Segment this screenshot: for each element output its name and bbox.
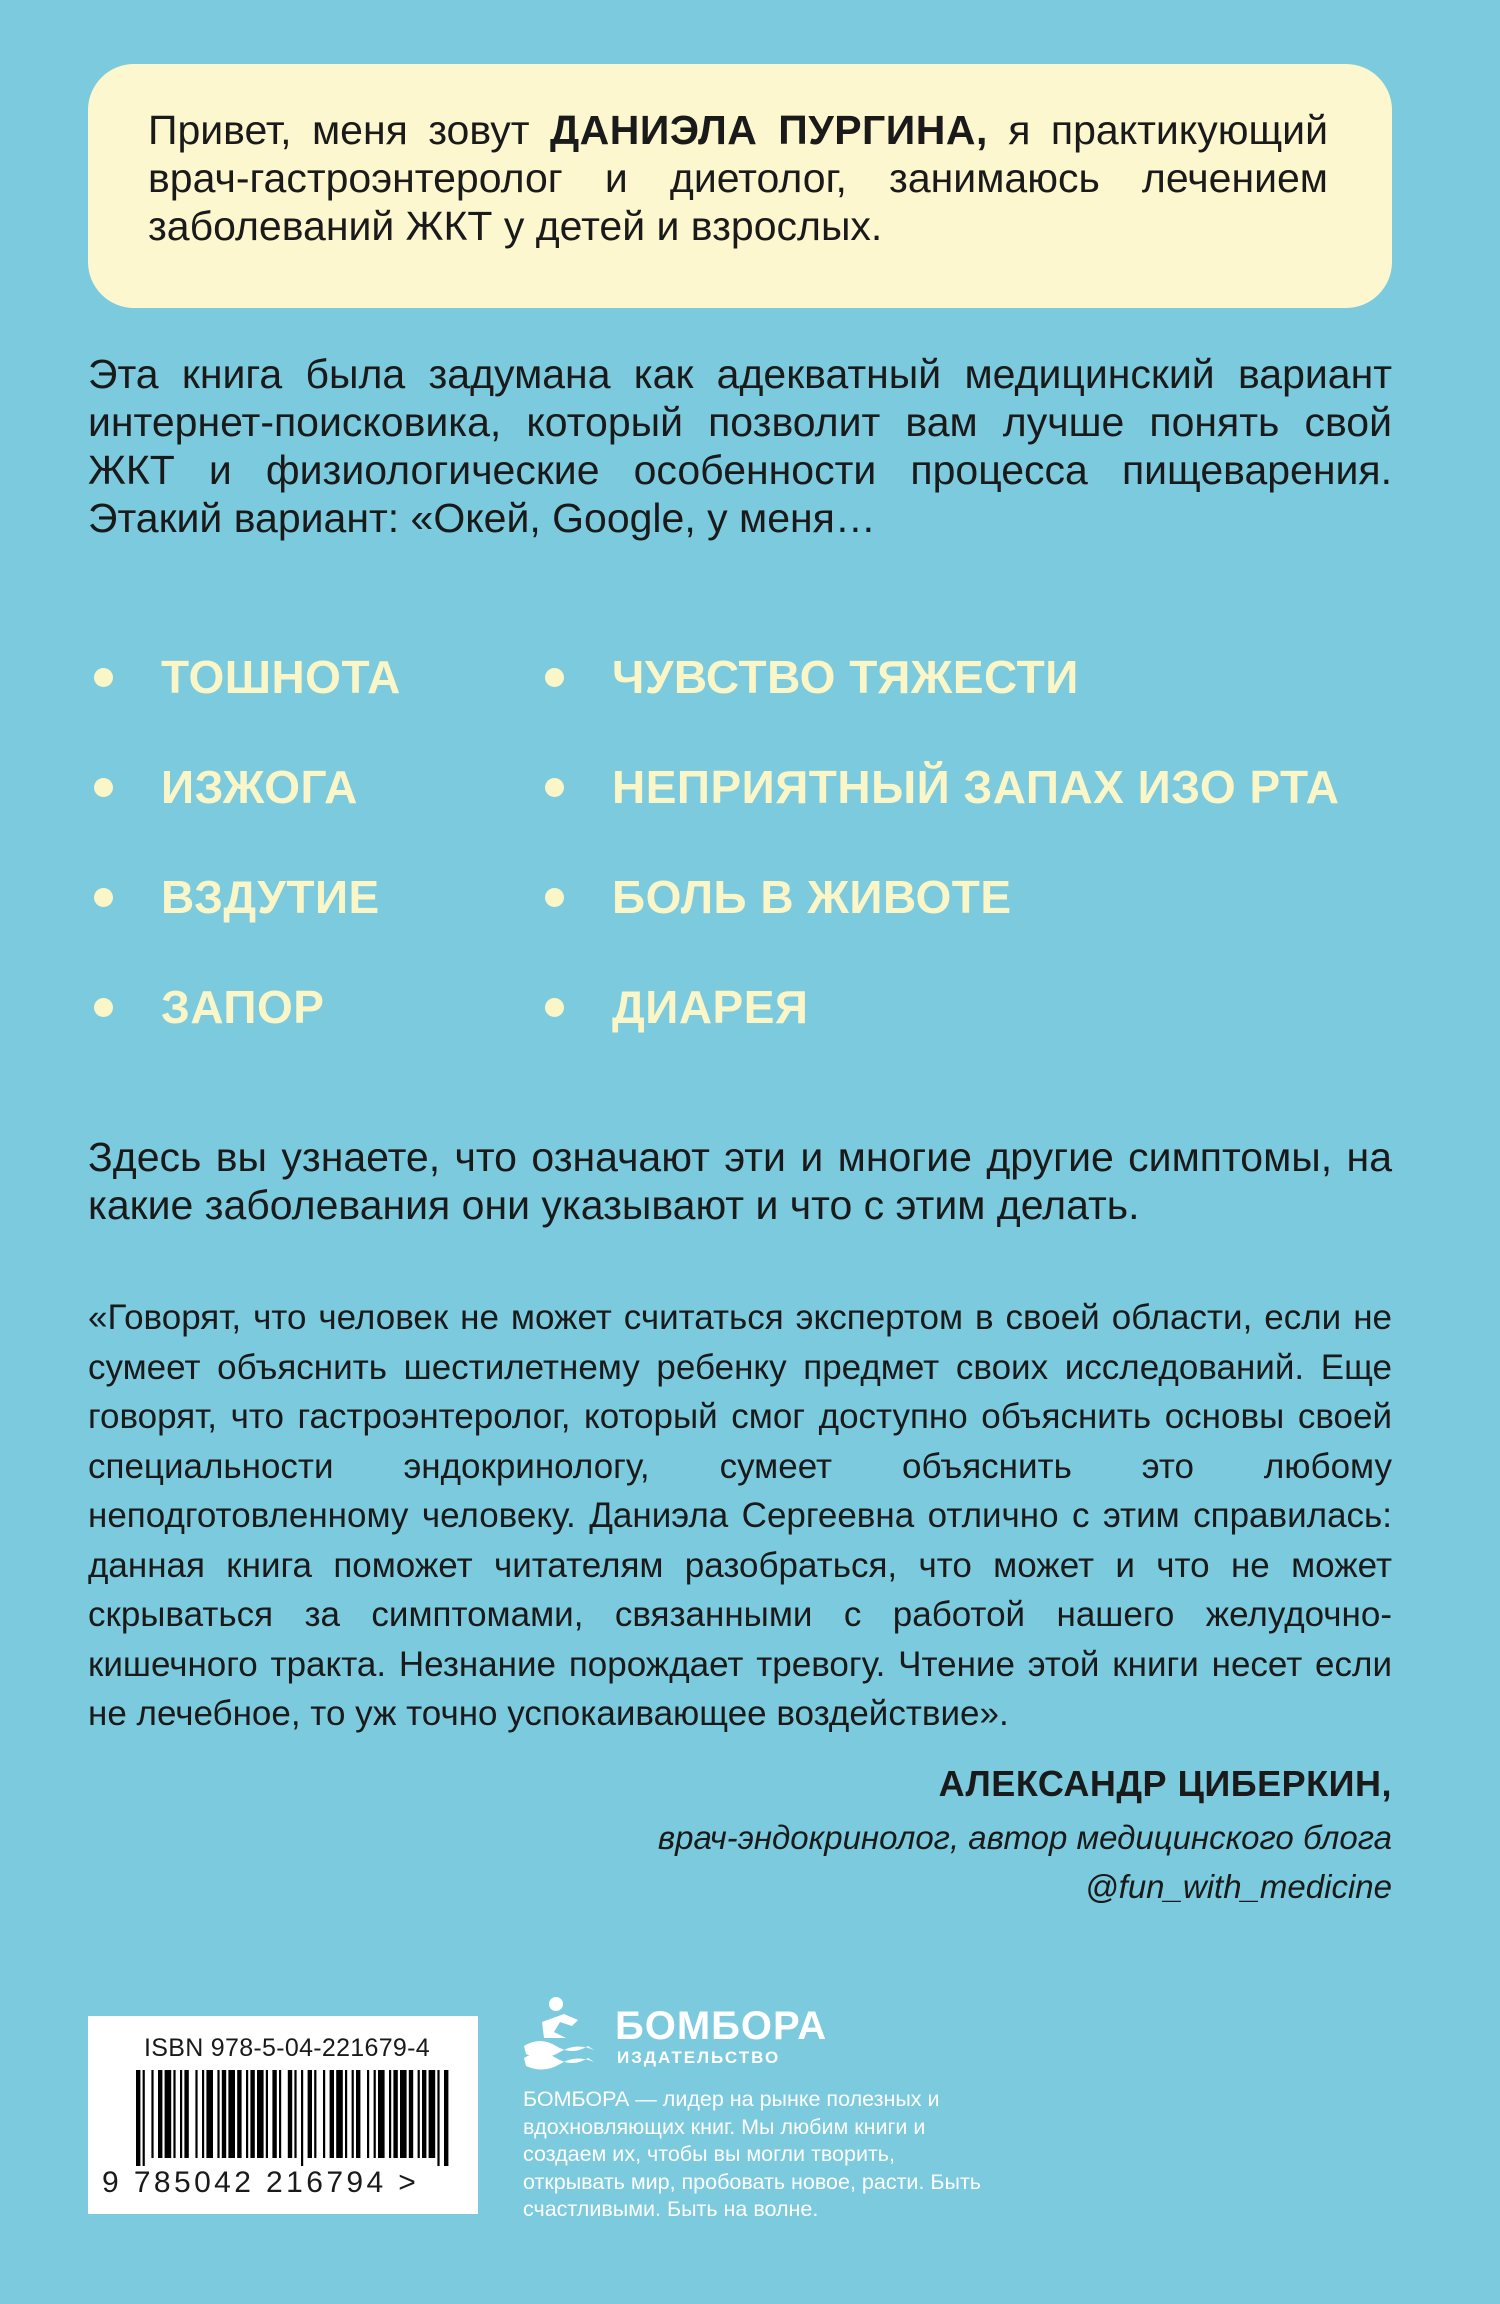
intro-after: я практикующий врач-гастроэнтеролог и диетолог, занимаюсь лечением заболеваний ЖКТ у детей и взрослых. bbox=[148, 107, 1328, 249]
publisher-subtitle: ИЗДАТЕЛЬСТВО bbox=[617, 2048, 781, 2067]
symptom-label: ТОШНОТА bbox=[161, 651, 401, 703]
symptom-label: ДИАРЕЯ bbox=[612, 981, 809, 1033]
barcode-icon bbox=[132, 2070, 452, 2166]
symptom-item bbox=[94, 760, 358, 814]
symptom-item bbox=[94, 650, 401, 704]
author-name: ДАНИЭЛА ПУРГИНА, bbox=[549, 107, 988, 153]
bullet-icon bbox=[94, 888, 113, 907]
symptom-label: ЧУВСТВО ТЯЖЕСТИ bbox=[612, 651, 1079, 703]
intro-box bbox=[88, 64, 1392, 308]
bombora-logo-icon bbox=[520, 1992, 600, 2072]
bullet-icon bbox=[545, 888, 564, 907]
bullet-icon bbox=[545, 998, 564, 1017]
description-paragraph: Эта книга была задумана как адекватный медицинский вариант интернет-поисковика, который позволит вам лучше понять свой ЖКТ и физиологические особенности процесса пищеварения. Этакий вариант: «Окей, Google, у меня… bbox=[88, 351, 1392, 541]
bullet-icon bbox=[94, 668, 113, 687]
barcode-panel bbox=[88, 2016, 478, 2214]
symptom-label: ИЗЖОГА bbox=[161, 761, 358, 813]
symptom-item bbox=[545, 760, 1339, 814]
quote-author-handle: @fun_with_medicine bbox=[1085, 1868, 1392, 1905]
isbn-number: ISBN 978-5-04-221679-4 bbox=[144, 2034, 430, 2062]
symptoms-list bbox=[94, 650, 1394, 1090]
intro-text bbox=[148, 106, 1328, 250]
symptom-item bbox=[545, 980, 808, 1034]
symptom-label: ЗАПОР bbox=[161, 981, 325, 1033]
symptom-item bbox=[94, 980, 324, 1034]
review-quote: «Говорят, что человек не может считаться экспертом в своей области, если не сумеет объяснить шестилетнему ребенку предмет своих исследований. Еще говорят, что гастроэнтеролог, который смог доступно объяснить основы своей специальности эндокринологу, сумеет объяснить это любому неподготовленному человеку. Даниэла Сергеевна отлично с этим справилась: данная книга поможет читателям разобраться, что может и что не может скрываться за симптомами, связанными с работой нашего желудочно-кишечного тракта. Незнание порождает тревогу. Чтение этой книги несет если не лечебное, то уж точно успокаивающее воздействие». bbox=[88, 1298, 1392, 1733]
quote-author: АЛЕКСАНДР ЦИБЕРКИН, bbox=[938, 1763, 1392, 1804]
symptom-label: БОЛЬ В ЖИВОТЕ bbox=[612, 871, 1012, 923]
symptom-item bbox=[545, 650, 1079, 704]
symptom-item bbox=[545, 870, 1012, 924]
bullet-icon bbox=[545, 668, 564, 687]
bullet-icon bbox=[94, 778, 113, 797]
publisher-name: БОМБОРА bbox=[615, 2004, 828, 2048]
symptom-item bbox=[94, 870, 380, 924]
intro-before: Привет, меня зовут bbox=[148, 107, 550, 153]
bullet-icon bbox=[94, 998, 113, 1017]
symptom-label: ВЗДУТИЕ bbox=[161, 871, 380, 923]
symptom-label: НЕПРИЯТНЫЙ ЗАПАХ ИЗО РТА bbox=[612, 761, 1340, 813]
bullet-icon bbox=[545, 778, 564, 797]
publisher-description: БОМБОРА — лидер на рынке полезных и вдохновляющих книг. Мы любим книги и создаем их, чтобы вы могли творить, открывать мир, пробовать новое, расти. Быть счастливыми. Быть на волне. bbox=[523, 2087, 981, 2221]
barcode-digits: 9 785042 216794 > bbox=[102, 2166, 420, 2199]
quote-author-role: врач-эндокринолог, автор медицинского блога bbox=[657, 1819, 1392, 1856]
summary-paragraph: Здесь вы узнаете, что означают эти и многие другие симптомы, на какие заболевания они указывают и что с этим делать. bbox=[88, 1134, 1392, 1228]
